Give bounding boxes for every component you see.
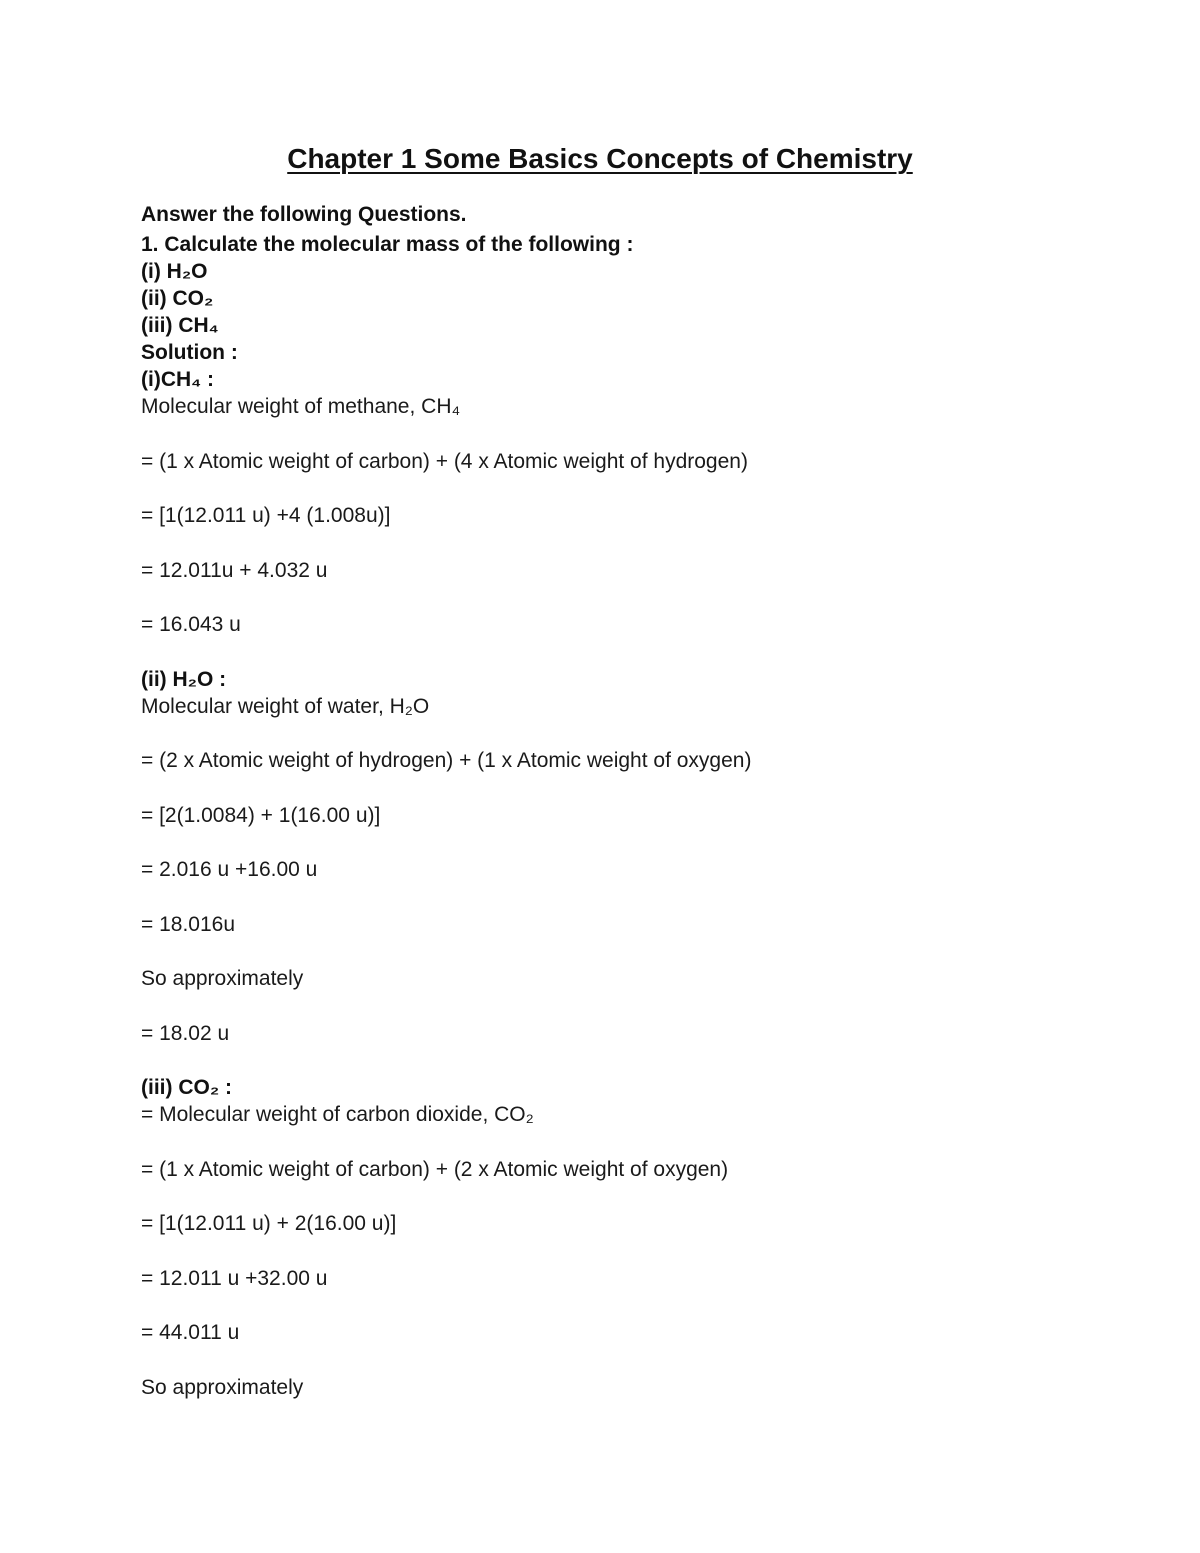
page-title: Chapter 1 Some Basics Concepts of Chemistry	[287, 143, 913, 174]
text-line: So approximately	[141, 1376, 304, 1399]
text-line: = 12.011u + 4.032 u	[141, 559, 328, 582]
section-heading: (i) H₂O	[141, 260, 208, 283]
text-line: = 18.02 u	[141, 1022, 230, 1045]
section-heading: Solution :	[141, 341, 238, 364]
text-line: = (1 x Atomic weight of carbon) + (4 x Atomic weight of hydrogen)	[141, 450, 748, 473]
text-line: = (1 x Atomic weight of carbon) + (2 x Atomic weight of oxygen)	[141, 1158, 729, 1181]
text-line: = [1(12.011 u) +4 (1.008u)]	[141, 504, 391, 527]
text-line: = (2 x Atomic weight of hydrogen) + (1 x Atomic weight of oxygen)	[141, 749, 752, 772]
text-line: Molecular weight of methane, CH₄	[141, 395, 461, 418]
text-line: = Molecular weight of carbon dioxide, CO₂	[141, 1103, 534, 1126]
text-line: So approximately	[141, 967, 304, 990]
text-line: = [2(1.0084) + 1(16.00 u)]	[141, 804, 381, 827]
section-heading: 1. Calculate the molecular mass of the following :	[141, 233, 634, 256]
text-line: = [1(12.011 u) + 2(16.00 u)]	[141, 1212, 397, 1235]
text-line: = 44.011 u	[141, 1321, 240, 1344]
section-heading: (i)CH₄ :	[141, 368, 214, 391]
section-heading: (ii) CO₂	[141, 287, 214, 310]
section-heading: (iii) CH₄	[141, 314, 219, 337]
text-line: Molecular weight of water, H₂O	[141, 695, 430, 718]
text-line: = 18.016u	[141, 913, 236, 936]
text-line: = 2.016 u +16.00 u	[141, 858, 318, 881]
section-heading: Answer the following Questions.	[141, 203, 467, 226]
section-heading: (ii) H₂O :	[141, 668, 227, 691]
text-line: = 16.043 u	[141, 613, 241, 636]
section-heading: (iii) CO₂ :	[141, 1076, 232, 1099]
text-line: = 12.011 u +32.00 u	[141, 1267, 328, 1290]
